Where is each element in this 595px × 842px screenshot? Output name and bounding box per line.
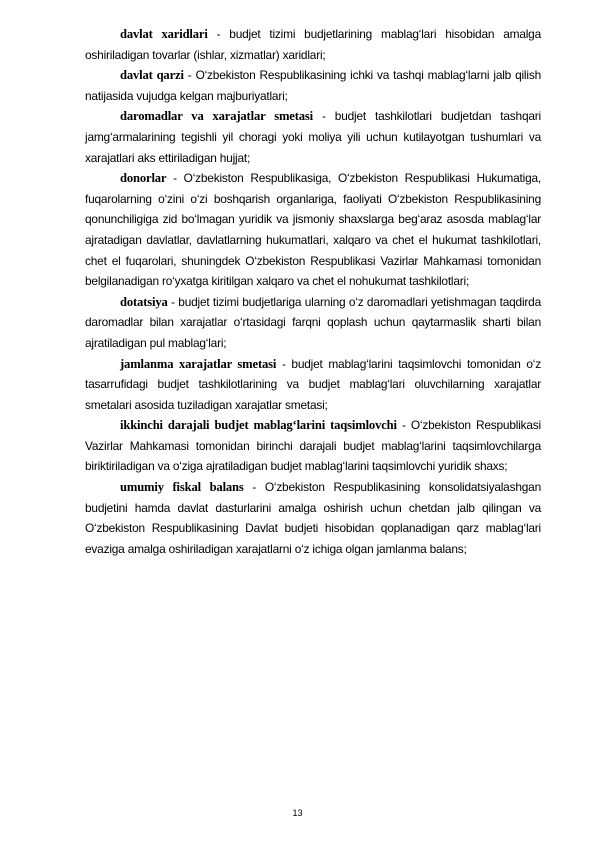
entry-lead: - budjet tizimi budjetlarining mablag‘lari hisobidan	[207, 27, 495, 41]
entry-lead: - budjet mablag‘larini taqsimlovchi	[276, 356, 462, 371]
entry-lead: - budjet tashkilotlari budjetdan	[313, 109, 492, 124]
entry-lead: - O‘zbekiston Respublikasining	[243, 480, 421, 495]
entry-term: dotatsiya	[120, 294, 168, 309]
entry-term: ikkinchi darajali budjet mablag‘larini taqsimlovchi	[120, 418, 397, 433]
entry-definition: konsolidatsiyalashgan budjetini hamda davlat dasturlarini amalga oshirish uchun chetdan jalb qilingan va O‘zbekiston Respublikasining Davlat budjeti hisobidan qoplanadigan qarz mablag‘lari evaziga amalga oshiriladigan xarajatlarni o‘z ichiga olgan jamlanma balans;	[85, 480, 541, 556]
entry-term: jamlanma xarajatlar smetasi	[120, 356, 277, 371]
entry-definition: Respublikasi Vazirlar Mahkamasi tomonidan birinchi darajali budjet mablag‘larini taqsimlovchilarga biriktiriladigan va o‘ziga ajratiladigan budjet mablag‘larini taqsimlovchi yuridik shaxs;	[85, 418, 541, 474]
entry-definition: tomonidan o‘z tasarrufidagi budjet tashkilotlarining va budjet mablag‘lari oluvchilarning xarajatlar smetalari asosida tuziladigan xarajatlar smetasi;	[85, 356, 541, 412]
page-number: 13	[292, 808, 303, 818]
entry-definition: yetishmagan taqdirda daromadlar bilan xarajatlar o‘rtasidagi farqni qoplash uchun qaytarmaslik sharti bilan ajratiladigan pul mablag‘lari;	[85, 294, 541, 350]
glossary-entry-dotatsiya	[85, 292, 541, 354]
glossary-entry-ikkinchi-darajali	[85, 415, 541, 477]
glossary-entry-donorlar	[85, 168, 541, 292]
entry-definition: tashqari jamg‘armalarining tegishli yil choragi yoki moliya yili uchun kutilayotgan tushumlari va xarajatlari aks ettiriladigan hujjat;	[85, 109, 541, 165]
entry-term: donorlar	[120, 171, 167, 186]
entry-term: davlat qarzi	[120, 68, 184, 83]
glossary-entry-davlat-qarzi	[85, 65, 541, 106]
glossary-entry-daromadlar-smetasi	[85, 106, 541, 168]
entry-term: daromadlar va xarajatlar smetasi	[120, 109, 314, 124]
entry-term: umumiy fiskal balans	[120, 480, 244, 495]
entry-definition: jalb qilish natijasida vujudga kelgan majburiyatlari;	[85, 68, 541, 103]
glossary-entry-umumiy-fiskal-balans	[85, 477, 541, 559]
entry-lead: - O‘zbekiston	[396, 418, 471, 433]
entry-lead: - O‘zbekiston Respublikasiga, O‘zbekiston Respublikasi	[166, 171, 470, 186]
glossary-entry-davlat-xaridlari	[85, 24, 541, 65]
entry-definition: Hukumatiga, fuqarolarning o‘zini o‘zi boshqarish organlariga, faoliyati O‘zbekiston Respublikasining qonunchiligiga zid bo‘lmagan yuridik va jismoniy shaxslarga beg‘araz asosda mablag‘lar ajratadigan davlatlar, davlatlarning hukumatlari, xalqaro va chet el hukumat tashkilotlari, chet el fuqarolari, shuningdek O‘zbekiston Respublikasi Vazirlar Mahkamasi tomonidan belgilanadigan ro‘yxatga kiritilgan xalqaro va chet el nohukumat tashkilotlari;	[85, 171, 542, 289]
document-body	[85, 24, 541, 559]
entry-definition: amalga oshiriladigan tovarlar (ishlar, xizmatlar) xaridlari;	[85, 27, 541, 62]
entry-term: davlat xaridlari	[120, 27, 208, 41]
glossary-entry-jamlanma-smetasi	[85, 354, 541, 416]
entry-lead: - O‘zbekiston Respublikasining ichki va tashqi mablag‘larni	[183, 68, 490, 83]
entry-lead: - budjet tizimi budjetlariga ularning o‘z daromadlari	[167, 294, 428, 309]
